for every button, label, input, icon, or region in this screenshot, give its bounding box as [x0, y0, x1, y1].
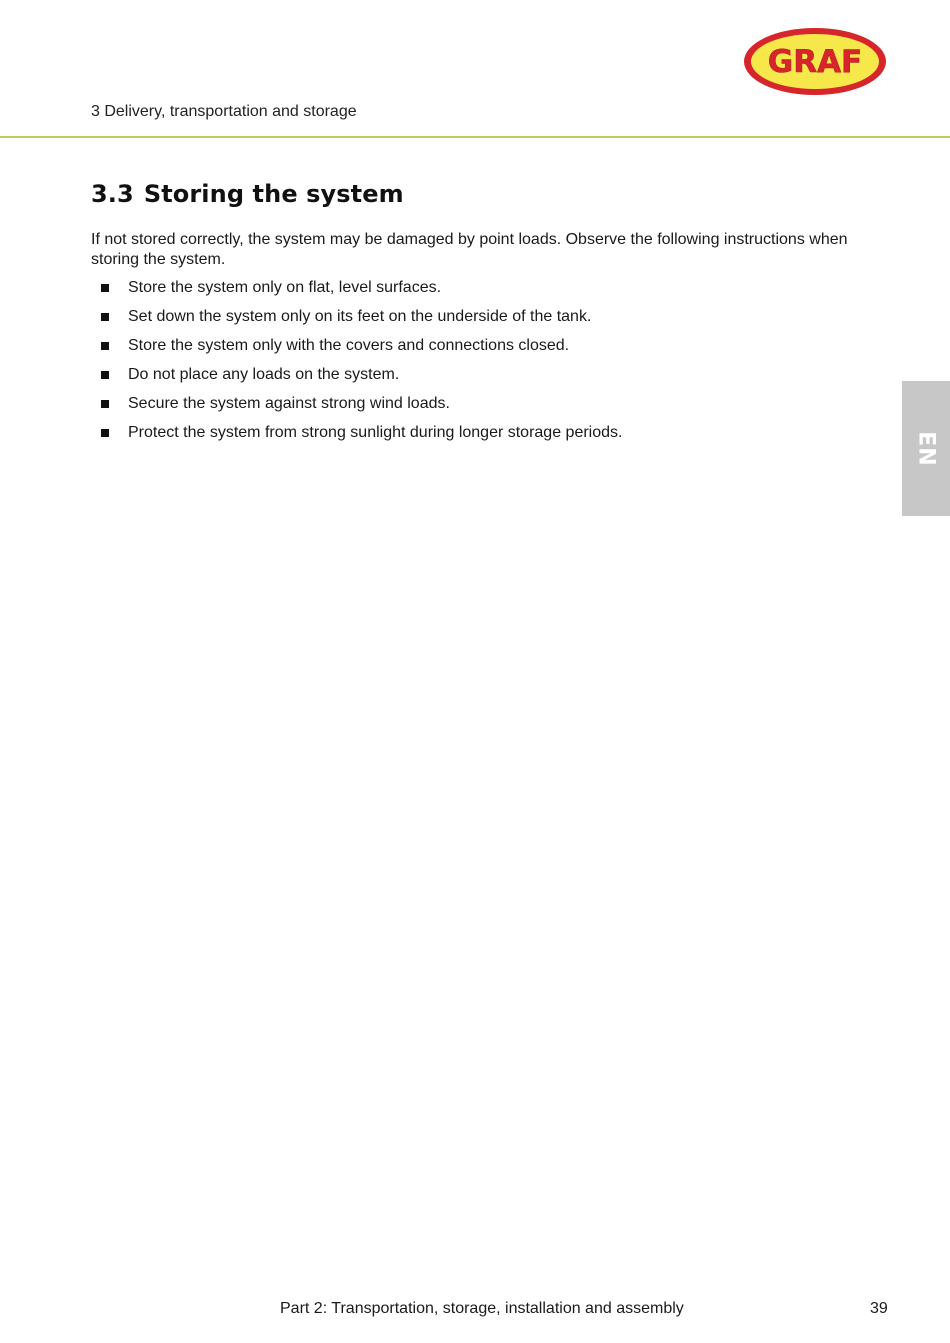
- bullet-square-icon: [101, 313, 109, 321]
- language-tab-label: EN: [913, 430, 939, 467]
- list-item-text: Store the system only on flat, level surfaces.: [128, 279, 442, 296]
- section-title: [91, 180, 404, 208]
- bullet-square-icon: [101, 371, 109, 379]
- header-divider: [0, 136, 950, 138]
- bullet-square-icon: [101, 284, 109, 292]
- bullet-square-icon: [101, 342, 109, 350]
- page-number: 39: [870, 1300, 888, 1317]
- list-item-text: Store the system only with the covers and connections closed.: [128, 337, 570, 354]
- list-item-text: Secure the system against strong wind loads.: [128, 395, 450, 412]
- bullet-square-icon: [101, 400, 109, 408]
- footer-text: Part 2: Transportation, storage, installation and assembly: [280, 1300, 684, 1317]
- list-item: [91, 307, 861, 336]
- section-title-text: Storing the system: [143, 180, 404, 208]
- logo-text: GRAF: [767, 44, 863, 80]
- intro-paragraph: If not stored correctly, the system may be damaged by point loads. Observe the following instructions when storing the system.: [91, 231, 848, 268]
- list-item: [91, 336, 861, 365]
- list-item-text: Set down the system only on its feet on the underside of the tank.: [128, 308, 592, 325]
- graf-logo: [742, 26, 888, 97]
- running-header: 3 Delivery, transportation and storage: [91, 103, 357, 120]
- instruction-list: [91, 278, 861, 452]
- list-item: [91, 365, 861, 394]
- list-item-text: Do not place any loads on the system.: [128, 366, 400, 383]
- list-item: [91, 394, 861, 423]
- list-item: [91, 278, 861, 307]
- list-item: [91, 423, 861, 452]
- list-item-text: Protect the system from strong sunlight during longer storage periods.: [128, 424, 623, 441]
- language-tab: [902, 381, 950, 516]
- section-number: 3.3: [91, 180, 134, 208]
- bullet-square-icon: [101, 429, 109, 437]
